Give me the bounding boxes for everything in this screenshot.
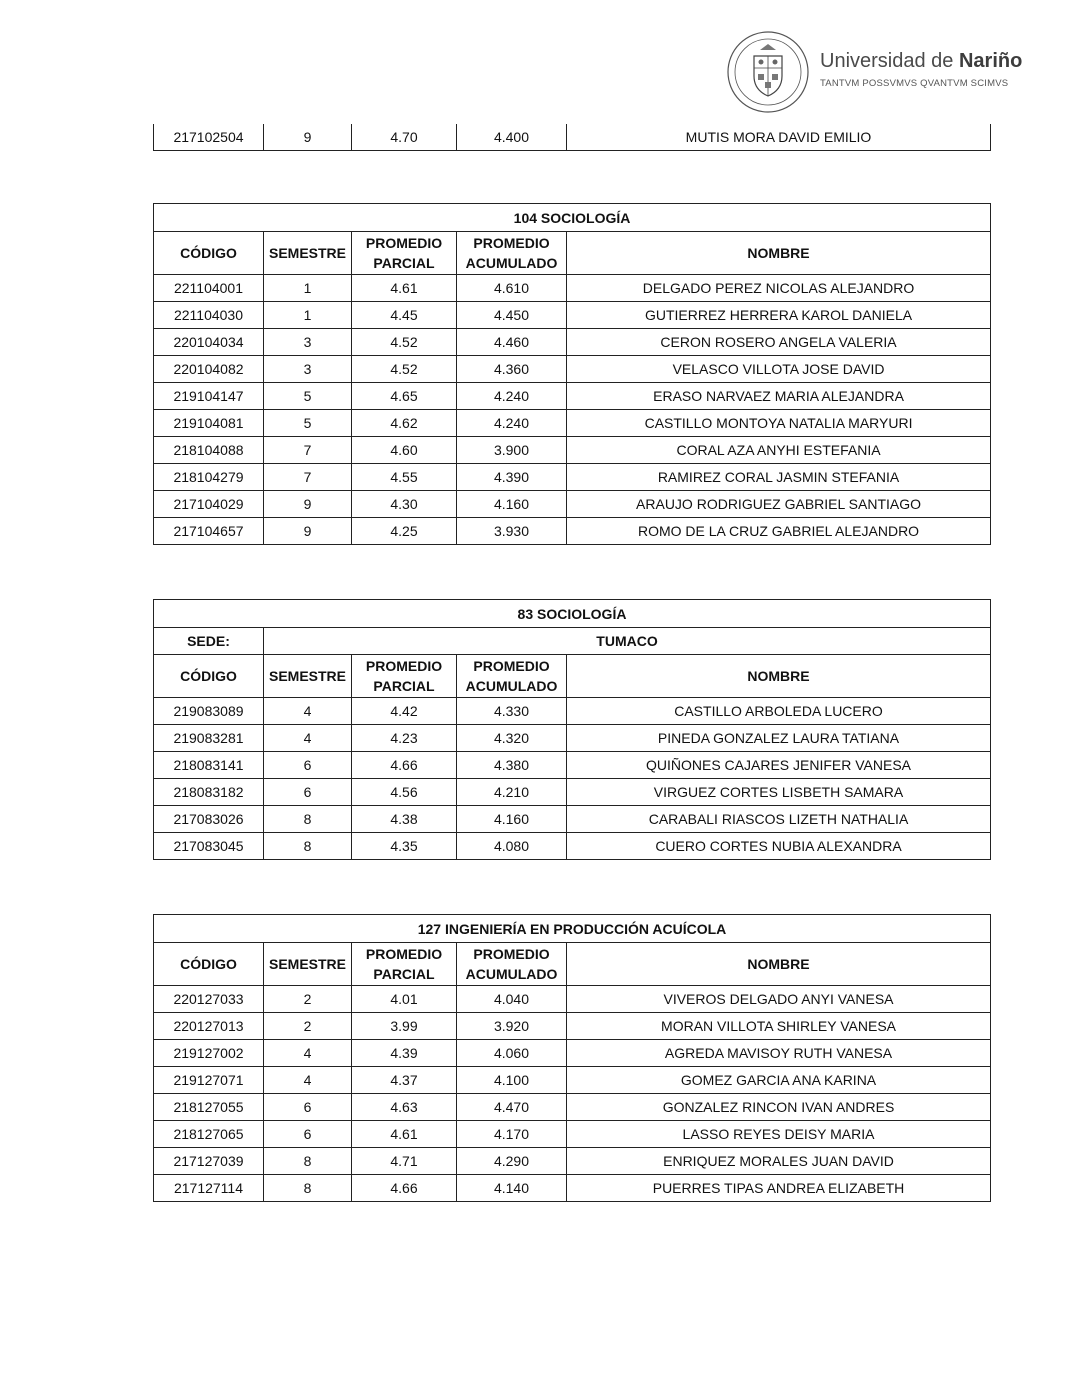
cell-codigo: 217083045 [154,833,264,860]
cell-parcial: 4.66 [352,1175,457,1202]
table-row [154,779,991,806]
cell-parcial: 4.71 [352,1148,457,1175]
cell-acumulado: 4.380 [457,752,567,779]
table-row [154,410,991,437]
header-nombre: NOMBRE [567,943,991,986]
table-row [154,698,991,725]
header-codigo: CÓDIGO [154,655,264,698]
cell-semestre: 8 [264,806,352,833]
cell-parcial: 4.45 [352,302,457,329]
cell-nombre: CASTILLO MONTOYA NATALIA MARYURI [567,410,991,437]
cell-semestre: 6 [264,779,352,806]
cell-codigo: 218083141 [154,752,264,779]
table-row [154,833,991,860]
header-codigo: CÓDIGO [154,232,264,275]
table-row [154,491,991,518]
cell-codigo: 220104034 [154,329,264,356]
cell-acumulado: 4.360 [457,356,567,383]
cell-parcial: 4.52 [352,356,457,383]
cell-parcial: 4.42 [352,698,457,725]
cell-semestre: 4 [264,1040,352,1067]
cell-codigo: 218083182 [154,779,264,806]
cell-nombre: VELASCO VILLOTA JOSE DAVID [567,356,991,383]
cell-semestre: 1 [264,302,352,329]
university-name: Universidad de Nariño [820,50,1023,72]
table-row [154,725,991,752]
header-promedio-parcial: PROMEDIO PARCIAL [352,232,457,275]
cell-semestre: 7 [264,464,352,491]
table-row [154,1013,991,1040]
cell-parcial: 4.39 [352,1040,457,1067]
header-semestre: SEMESTRE [264,943,352,986]
header-promedio-parcial: PROMEDIO PARCIAL [352,943,457,986]
cell-codigo: 217127039 [154,1148,264,1175]
cell-codigo: 217104657 [154,518,264,545]
cell-semestre: 6 [264,1121,352,1148]
cell-acumulado: 4.140 [457,1175,567,1202]
cell-acumulado: 4.450 [457,302,567,329]
cell-semestre: 6 [264,1094,352,1121]
cell-nombre: CARABALI RIASCOS LIZETH NATHALIA [567,806,991,833]
cell-acumulado: 4.100 [457,1067,567,1094]
cell-codigo: 221104030 [154,302,264,329]
table-row [154,383,991,410]
table-row [154,464,991,491]
cell-codigo: 218104088 [154,437,264,464]
cell-nombre: MORAN VILLOTA SHIRLEY VANESA [567,1013,991,1040]
cell-acumulado: 4.160 [457,491,567,518]
cell-nombre: PUERRES TIPAS ANDREA ELIZABETH [567,1175,991,1202]
cell-semestre: 1 [264,275,352,302]
cell-parcial: 4.37 [352,1067,457,1094]
cell-nombre: CERON ROSERO ANGELA VALERIA [567,329,991,356]
table-row [154,437,991,464]
cell-nombre: GOMEZ GARCIA ANA KARINA [567,1067,991,1094]
cell-semestre: 8 [264,1148,352,1175]
cell-parcial: 4.65 [352,383,457,410]
cell-acumulado: 4.210 [457,779,567,806]
header-promedio-acumulado: PROMEDIO ACUMULADO [457,943,567,986]
table-row [154,124,991,151]
cell-acumulado: 4.080 [457,833,567,860]
cell-nombre: DELGADO PEREZ NICOLAS ALEJANDRO [567,275,991,302]
cell-nombre: GONZALEZ RINCON IVAN ANDRES [567,1094,991,1121]
table-row [154,329,991,356]
table-row [154,1094,991,1121]
cell-codigo: 219083089 [154,698,264,725]
cell-parcial: 4.35 [352,833,457,860]
university-seal-icon [726,30,810,114]
cell-acumulado: 4.400 [457,124,567,151]
cell-codigo: 221104001 [154,275,264,302]
cell-parcial: 4.52 [352,329,457,356]
table-row [154,986,991,1013]
cell-acumulado: 4.240 [457,383,567,410]
cell-semestre: 2 [264,1013,352,1040]
cell-semestre: 2 [264,986,352,1013]
table-row [154,752,991,779]
cell-nombre: ARAUJO RODRIGUEZ GABRIEL SANTIAGO [567,491,991,518]
cell-parcial: 4.55 [352,464,457,491]
cell-codigo: 217127114 [154,1175,264,1202]
cell-semestre: 3 [264,329,352,356]
cell-codigo: 219104081 [154,410,264,437]
cell-nombre: PINEDA GONZALEZ LAURA TATIANA [567,725,991,752]
cell-nombre: LASSO REYES DEISY MARIA [567,1121,991,1148]
cell-acumulado: 4.460 [457,329,567,356]
cell-codigo: 219104147 [154,383,264,410]
cell-parcial: 4.30 [352,491,457,518]
cell-parcial: 4.62 [352,410,457,437]
cell-acumulado: 4.160 [457,806,567,833]
cell-semestre: 4 [264,698,352,725]
header-nombre: NOMBRE [567,232,991,275]
cell-nombre: GUTIERREZ HERRERA KAROL DANIELA [567,302,991,329]
program-table-104 [153,203,991,545]
cell-codigo: 217102504 [154,124,264,151]
cell-semestre: 4 [264,725,352,752]
cell-codigo: 220127013 [154,1013,264,1040]
cell-acumulado: 3.900 [457,437,567,464]
cell-nombre: VIVEROS DELGADO ANYI VANESA [567,986,991,1013]
cell-semestre: 3 [264,356,352,383]
cell-semestre: 9 [264,491,352,518]
cell-codigo: 218127065 [154,1121,264,1148]
continuation-table [153,124,991,151]
cell-codigo: 219127071 [154,1067,264,1094]
cell-codigo: 220127033 [154,986,264,1013]
header-promedio-acumulado: PROMEDIO ACUMULADO [457,655,567,698]
table-row [154,1067,991,1094]
cell-nombre: ENRIQUEZ MORALES JUAN DAVID [567,1148,991,1175]
cell-acumulado: 4.060 [457,1040,567,1067]
cell-acumulado: 4.610 [457,275,567,302]
header-promedio-acumulado: PROMEDIO ACUMULADO [457,232,567,275]
cell-acumulado: 4.330 [457,698,567,725]
program-title: 104 SOCIOLOGÍA [154,204,991,232]
cell-parcial: 4.70 [352,124,457,151]
cell-codigo: 217083026 [154,806,264,833]
sede-value: TUMACO [264,628,991,655]
cell-codigo: 218127055 [154,1094,264,1121]
table-row [154,1148,991,1175]
cell-acumulado: 4.320 [457,725,567,752]
table-row [154,518,991,545]
university-motto: TANTVM POSSVMVS QVANTVM SCIMVS [820,78,1009,89]
header-promedio-parcial: PROMEDIO PARCIAL [352,655,457,698]
cell-acumulado: 3.920 [457,1013,567,1040]
cell-nombre: CUERO CORTES NUBIA ALEXANDRA [567,833,991,860]
cell-semestre: 4 [264,1067,352,1094]
cell-nombre: VIRGUEZ CORTES LISBETH SAMARA [567,779,991,806]
header-semestre: SEMESTRE [264,655,352,698]
cell-acumulado: 4.240 [457,410,567,437]
cell-parcial: 4.56 [352,779,457,806]
cell-nombre: MUTIS MORA DAVID EMILIO [567,124,991,151]
table-row [154,356,991,383]
table-row [154,806,991,833]
program-table-83 [153,599,991,860]
cell-parcial: 4.60 [352,437,457,464]
cell-parcial: 4.61 [352,1121,457,1148]
cell-parcial: 4.38 [352,806,457,833]
table-row [154,302,991,329]
cell-acumulado: 4.390 [457,464,567,491]
cell-codigo: 219127002 [154,1040,264,1067]
cell-acumulado: 4.040 [457,986,567,1013]
cell-parcial: 4.63 [352,1094,457,1121]
cell-semestre: 6 [264,752,352,779]
cell-acumulado: 4.170 [457,1121,567,1148]
header-nombre: NOMBRE [567,655,991,698]
cell-parcial: 4.61 [352,275,457,302]
cell-semestre: 8 [264,1175,352,1202]
cell-nombre: QUIÑONES CAJARES JENIFER VANESA [567,752,991,779]
cell-codigo: 217104029 [154,491,264,518]
sede-label: SEDE: [154,628,264,655]
cell-nombre: RAMIREZ CORAL JASMIN STEFANIA [567,464,991,491]
cell-nombre: AGREDA MAVISOY RUTH VANESA [567,1040,991,1067]
cell-acumulado: 3.930 [457,518,567,545]
table-row [154,1175,991,1202]
cell-acumulado: 4.290 [457,1148,567,1175]
header-codigo: CÓDIGO [154,943,264,986]
cell-nombre: CASTILLO ARBOLEDA LUCERO [567,698,991,725]
cell-codigo: 219083281 [154,725,264,752]
cell-semestre: 7 [264,437,352,464]
cell-parcial: 4.23 [352,725,457,752]
cell-nombre: ERASO NARVAEZ MARIA ALEJANDRA [567,383,991,410]
table-row [154,1040,991,1067]
page-header [726,30,1026,114]
cell-parcial: 4.01 [352,986,457,1013]
cell-codigo: 218104279 [154,464,264,491]
program-title: 127 INGENIERÍA EN PRODUCCIÓN ACUÍCOLA [154,915,991,943]
cell-codigo: 220104082 [154,356,264,383]
cell-semestre: 5 [264,410,352,437]
table-row [154,1121,991,1148]
cell-semestre: 9 [264,124,352,151]
program-title: 83 SOCIOLOGÍA [154,600,991,628]
cell-nombre: CORAL AZA ANYHI ESTEFANIA [567,437,991,464]
program-table-127 [153,914,991,1202]
cell-parcial: 4.25 [352,518,457,545]
cell-parcial: 3.99 [352,1013,457,1040]
cell-semestre: 8 [264,833,352,860]
cell-parcial: 4.66 [352,752,457,779]
cell-semestre: 5 [264,383,352,410]
header-semestre: SEMESTRE [264,232,352,275]
cell-nombre: ROMO DE LA CRUZ GABRIEL ALEJANDRO [567,518,991,545]
table-row [154,275,991,302]
cell-semestre: 9 [264,518,352,545]
cell-acumulado: 4.470 [457,1094,567,1121]
